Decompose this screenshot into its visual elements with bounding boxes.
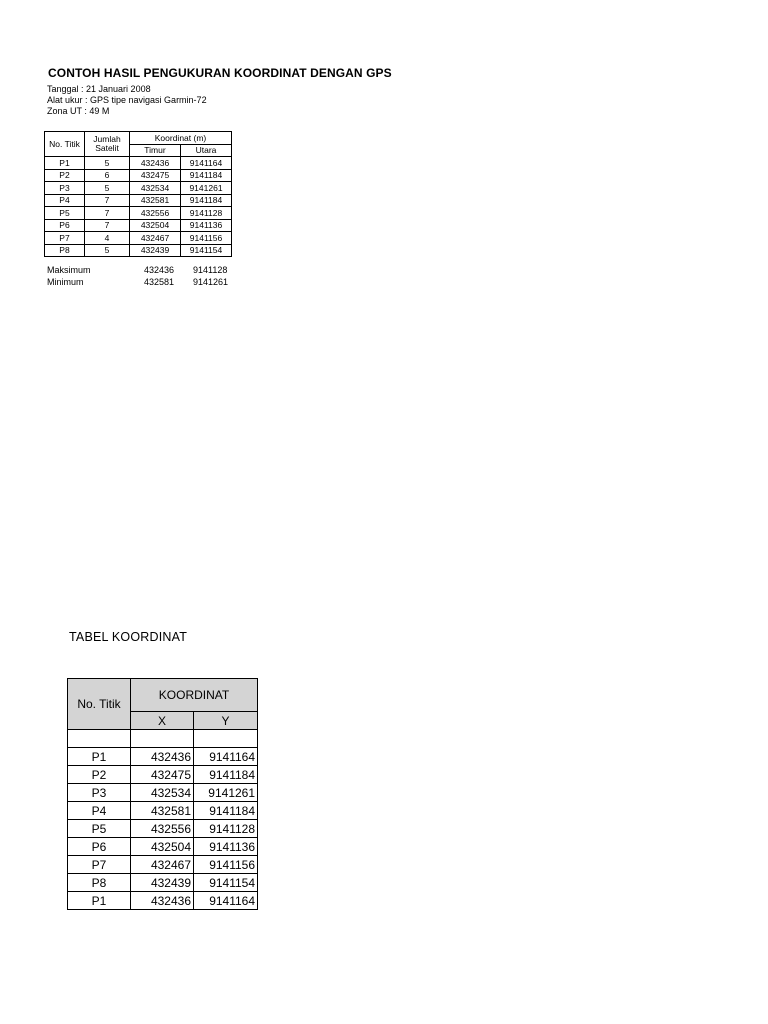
table-cell: 9141184 [194, 766, 258, 784]
table-cell: P1 [45, 157, 85, 170]
table-cell: 432436 [131, 748, 194, 766]
summary-max-label: Maksimum [47, 265, 91, 275]
summary-min-north: 9141261 [193, 277, 229, 287]
empty-cell [68, 730, 131, 748]
table-cell: 432475 [131, 766, 194, 784]
table-row-empty [68, 730, 258, 748]
table-cell: P5 [45, 207, 85, 220]
measurement-table [44, 131, 232, 257]
table-cell: 9141128 [194, 820, 258, 838]
table-cell: 432534 [131, 784, 194, 802]
table-cell: P8 [45, 244, 85, 257]
header-y: Y [194, 712, 258, 730]
header-no-titik: No. Titik [45, 132, 85, 157]
table-cell: P6 [45, 219, 85, 232]
table-cell: 432467 [131, 856, 194, 874]
header-utara: Utara [181, 144, 232, 157]
header-timur: Timur [130, 144, 181, 157]
table-cell: P8 [68, 874, 131, 892]
table-cell: 9141184 [181, 194, 232, 207]
table-cell: P5 [68, 820, 131, 838]
table-row [68, 856, 258, 874]
table-cell: 432439 [131, 874, 194, 892]
empty-cell [131, 730, 194, 748]
table-cell: 9141136 [194, 838, 258, 856]
table-cell: 432534 [130, 182, 181, 195]
table-row [45, 182, 232, 195]
table-row [68, 892, 258, 910]
page-title: CONTOH HASIL PENGUKURAN KOORDINAT DENGAN GPS [48, 66, 392, 80]
table-cell: 9141261 [181, 182, 232, 195]
table-cell: 432581 [131, 802, 194, 820]
table-cell: P7 [68, 856, 131, 874]
table-cell: 9141128 [181, 207, 232, 220]
table-row [45, 244, 232, 257]
table-cell: 432467 [130, 232, 181, 245]
table-cell: 9141164 [181, 157, 232, 170]
table-cell: P4 [45, 194, 85, 207]
table-cell: P4 [68, 802, 131, 820]
table-row [68, 766, 258, 784]
table-cell: 9141156 [181, 232, 232, 245]
table-cell: 9141136 [181, 219, 232, 232]
table-cell: 432556 [131, 820, 194, 838]
table-cell: 5 [85, 244, 130, 257]
table-cell: 432436 [130, 157, 181, 170]
table-cell: 432475 [130, 169, 181, 182]
summary-min-label: Minimum [47, 277, 84, 287]
table-cell: 5 [85, 182, 130, 195]
table-cell: 9141154 [194, 874, 258, 892]
table-cell: 432436 [131, 892, 194, 910]
table-cell: P6 [68, 838, 131, 856]
meta-date: Tanggal : 21 Januari 2008 [47, 84, 151, 94]
table-cell: P3 [68, 784, 131, 802]
table-cell: 9141164 [194, 748, 258, 766]
coordinate-table [67, 678, 258, 910]
coordinate-table-title: TABEL KOORDINAT [69, 630, 188, 644]
table-row [45, 194, 232, 207]
table-cell: 9141154 [181, 244, 232, 257]
table-cell: P1 [68, 748, 131, 766]
table-cell: P2 [68, 766, 131, 784]
table-cell: 9141164 [194, 892, 258, 910]
table-cell: 432439 [130, 244, 181, 257]
table-row [68, 784, 258, 802]
header-x: X [131, 712, 194, 730]
table-row [68, 874, 258, 892]
summary-min-east: 432581 [144, 277, 175, 287]
summary-max-east: 432436 [144, 265, 175, 275]
table-cell: P2 [45, 169, 85, 182]
table-cell: 432581 [130, 194, 181, 207]
table-cell: 7 [85, 207, 130, 220]
table-cell: 4 [85, 232, 130, 245]
summary-max-north: 9141128 [193, 265, 228, 275]
table-row [45, 232, 232, 245]
table-cell: 9141184 [194, 802, 258, 820]
table-cell: P3 [45, 182, 85, 195]
table-row [45, 207, 232, 220]
header-koordinat-2: KOORDINAT [131, 679, 258, 712]
table-row [68, 748, 258, 766]
table-cell: 6 [85, 169, 130, 182]
table-row [68, 802, 258, 820]
table-cell: 9141261 [194, 784, 258, 802]
table-cell: P1 [68, 892, 131, 910]
meta-zone: Zona UT : 49 M [47, 106, 110, 116]
table-cell: 5 [85, 157, 130, 170]
empty-cell [194, 730, 258, 748]
table-cell: 432504 [130, 219, 181, 232]
table-row [45, 169, 232, 182]
table-row [68, 838, 258, 856]
table-row [68, 820, 258, 838]
header-koordinat: Koordinat (m) [130, 132, 232, 145]
table-cell: 432556 [130, 207, 181, 220]
table-cell: 9141184 [181, 169, 232, 182]
table-cell: 432504 [131, 838, 194, 856]
header-jumlah-satelit: Jumlah Satelit [85, 132, 130, 157]
table-row [45, 219, 232, 232]
table-cell: 7 [85, 219, 130, 232]
table-row [45, 157, 232, 170]
table-cell: 7 [85, 194, 130, 207]
table-cell: P7 [45, 232, 85, 245]
table-cell: 9141156 [194, 856, 258, 874]
header-no-titik-2: No. Titik [68, 679, 131, 730]
meta-tool: Alat ukur : GPS tipe navigasi Garmin-72 [47, 95, 207, 105]
